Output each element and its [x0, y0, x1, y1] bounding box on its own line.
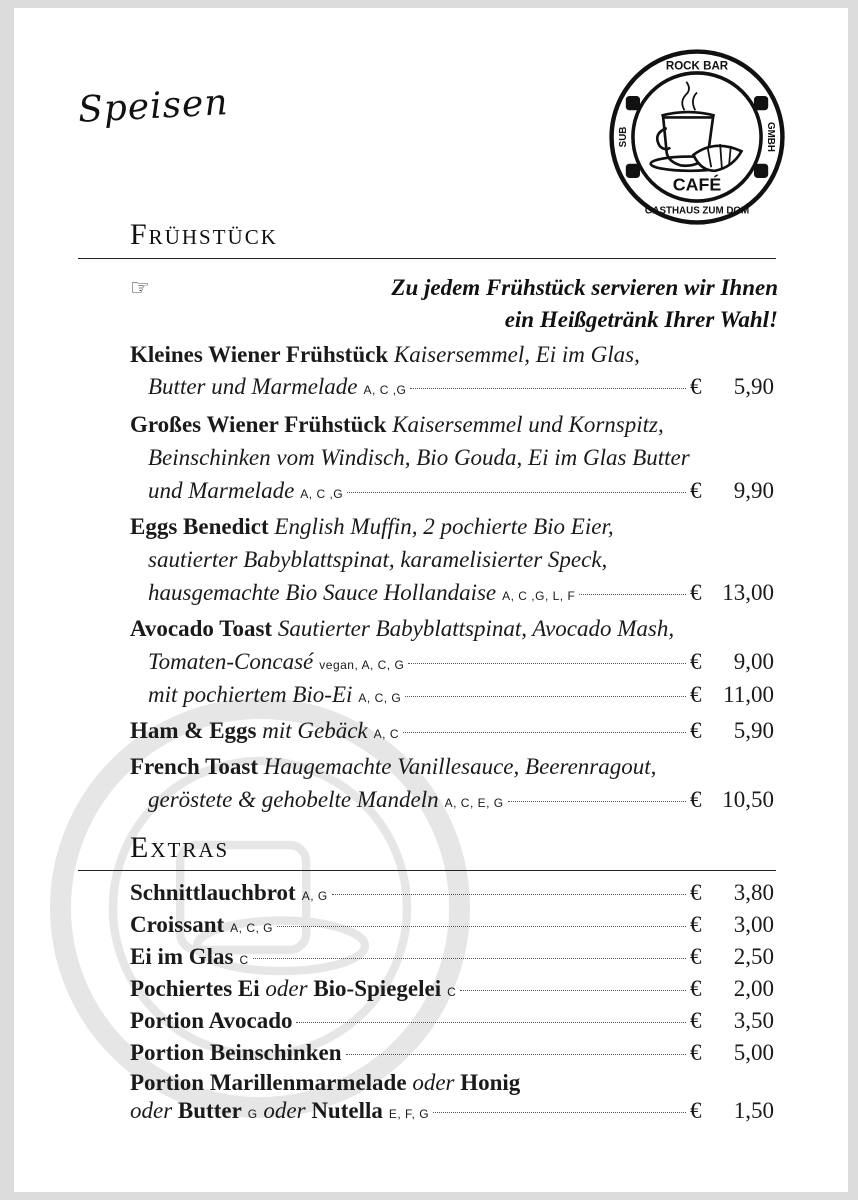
menu-item-line: sautierter Babyblattspinat, karamelisierter Speck,	[148, 547, 608, 572]
breakfast-notice: Zu jedem Frühstück servieren wir Ihnen ein Heißgetränk Ihrer Wahl!	[391, 275, 778, 332]
allergen-codes: A, C ,G	[363, 383, 407, 397]
dot-leader	[508, 801, 686, 802]
extra-item: Croissant A, C, G € 3,00	[130, 912, 774, 937]
price: € 5,90	[690, 718, 774, 743]
extra-item: Portion Avocado € 3,50	[130, 1008, 774, 1033]
price: € 5,90	[690, 374, 774, 399]
menu-item-line: Beinschinken vom Windisch, Bio Gouda, Ei im Glas Butter	[148, 445, 690, 470]
logo-center-text: CAFÉ	[672, 174, 722, 195]
extra-item: Portion Beinschinken € 5,00	[130, 1040, 774, 1065]
dot-leader	[346, 1054, 686, 1055]
allergen-codes: vegan, A, C, G	[319, 658, 405, 672]
price: € 2,00	[690, 976, 774, 1001]
dot-leader	[347, 492, 686, 493]
menu-item: Eggs Benedict English Muffin, 2 pochierte Bio Eier,	[130, 514, 614, 539]
menu-item: Ham & Eggs mit Gebäck A, C € 5,90	[130, 718, 774, 743]
script-title: Speisen	[77, 82, 230, 131]
menu-item: Avocado Toast Sautierter Babyblattspinat, Avocado Mash,	[130, 616, 675, 641]
price: € 9,00	[690, 649, 774, 674]
allergen-codes: A, C, G	[230, 921, 273, 935]
allergen-codes: C	[447, 985, 457, 999]
dot-leader	[332, 894, 686, 895]
allergen-codes: G	[247, 1107, 258, 1121]
price: € 3,80	[690, 880, 774, 905]
extra-item: Pochiertes Ei oder Bio-Spiegelei C € 2,00	[130, 976, 774, 1001]
price: € 3,50	[690, 1008, 774, 1033]
menu-item: French Toast Haugemachte Vanillesauce, Beerenragout,	[130, 754, 657, 779]
dot-leader	[410, 388, 686, 389]
logo-left-text: SUB	[617, 126, 629, 148]
menu-item-line: Butter und Marmelade A, C ,G € 5,90	[148, 374, 774, 399]
allergen-codes: A, C ,G, L, F	[502, 589, 576, 603]
logo-bottom-text: GASTHAUS ZUM DOM	[644, 205, 750, 217]
logo-right-text: GMBH	[765, 122, 777, 152]
menu-item-line: geröstete & gehobelte Mandeln A, C, E, G € 10,50	[148, 787, 774, 812]
logo-top-text: ROCK BAR	[665, 60, 729, 73]
menu-page	[14, 8, 848, 1192]
allergen-codes: A, G	[301, 889, 328, 903]
dot-leader	[433, 1112, 686, 1113]
dot-leader	[579, 594, 686, 595]
section-divider	[78, 870, 776, 871]
extra-item: Schnittlauchbrot A, G € 3,80	[130, 880, 774, 905]
menu-item-line: hausgemachte Bio Sauce Hollandaise A, C ,G, L, F € 13,00	[148, 580, 774, 605]
extra-item-line: oder Butter G oder Nutella E, F, G € 1,50	[130, 1098, 774, 1123]
dot-leader	[408, 663, 686, 664]
dot-leader	[405, 696, 686, 697]
price: € 10,50	[690, 787, 774, 812]
allergen-codes: E, F, G	[388, 1107, 430, 1121]
price: € 13,00	[690, 580, 774, 605]
price: € 1,50	[690, 1098, 774, 1123]
cafe-logo	[608, 48, 786, 226]
menu-item-variant: mit pochiertem Bio-Ei A, C, G € 11,00	[148, 682, 774, 707]
price: € 3,00	[690, 912, 774, 937]
section-divider	[78, 258, 776, 259]
allergen-codes: C	[239, 953, 249, 967]
allergen-codes: A, C, E, G	[444, 796, 504, 810]
extra-item: Ei im Glas C € 2,50	[130, 944, 774, 969]
allergen-codes: A, C, G	[358, 691, 402, 705]
dot-leader	[277, 926, 686, 927]
menu-item-line: Tomaten-Concasé vegan, A, C, G € 9,00	[148, 649, 774, 674]
dot-leader	[460, 990, 686, 991]
dot-leader	[253, 958, 686, 959]
dot-leader	[403, 732, 686, 733]
price: € 5,00	[690, 1040, 774, 1065]
price: € 11,00	[690, 682, 774, 707]
price: € 2,50	[690, 944, 774, 969]
section-title-extras: Extras	[130, 831, 230, 864]
pointing-hand-icon: ☞	[130, 276, 150, 301]
dot-leader	[296, 1022, 686, 1023]
price: € 9,90	[690, 478, 774, 503]
allergen-codes: A, C ,G	[300, 487, 344, 501]
allergen-codes: A, C	[373, 727, 399, 741]
menu-item: Großes Wiener Frühstück Kaisersemmel und Kornspitz,	[130, 412, 664, 437]
menu-item: Kleines Wiener Frühstück Kaisersemmel, Ei im Glas,	[130, 342, 640, 367]
section-title-fruehstueck: Frühstück	[130, 218, 278, 251]
menu-item-line: und Marmelade A, C ,G € 9,90	[148, 478, 774, 503]
extra-item: Portion Marillenmarmelade oder Honig	[130, 1070, 521, 1095]
